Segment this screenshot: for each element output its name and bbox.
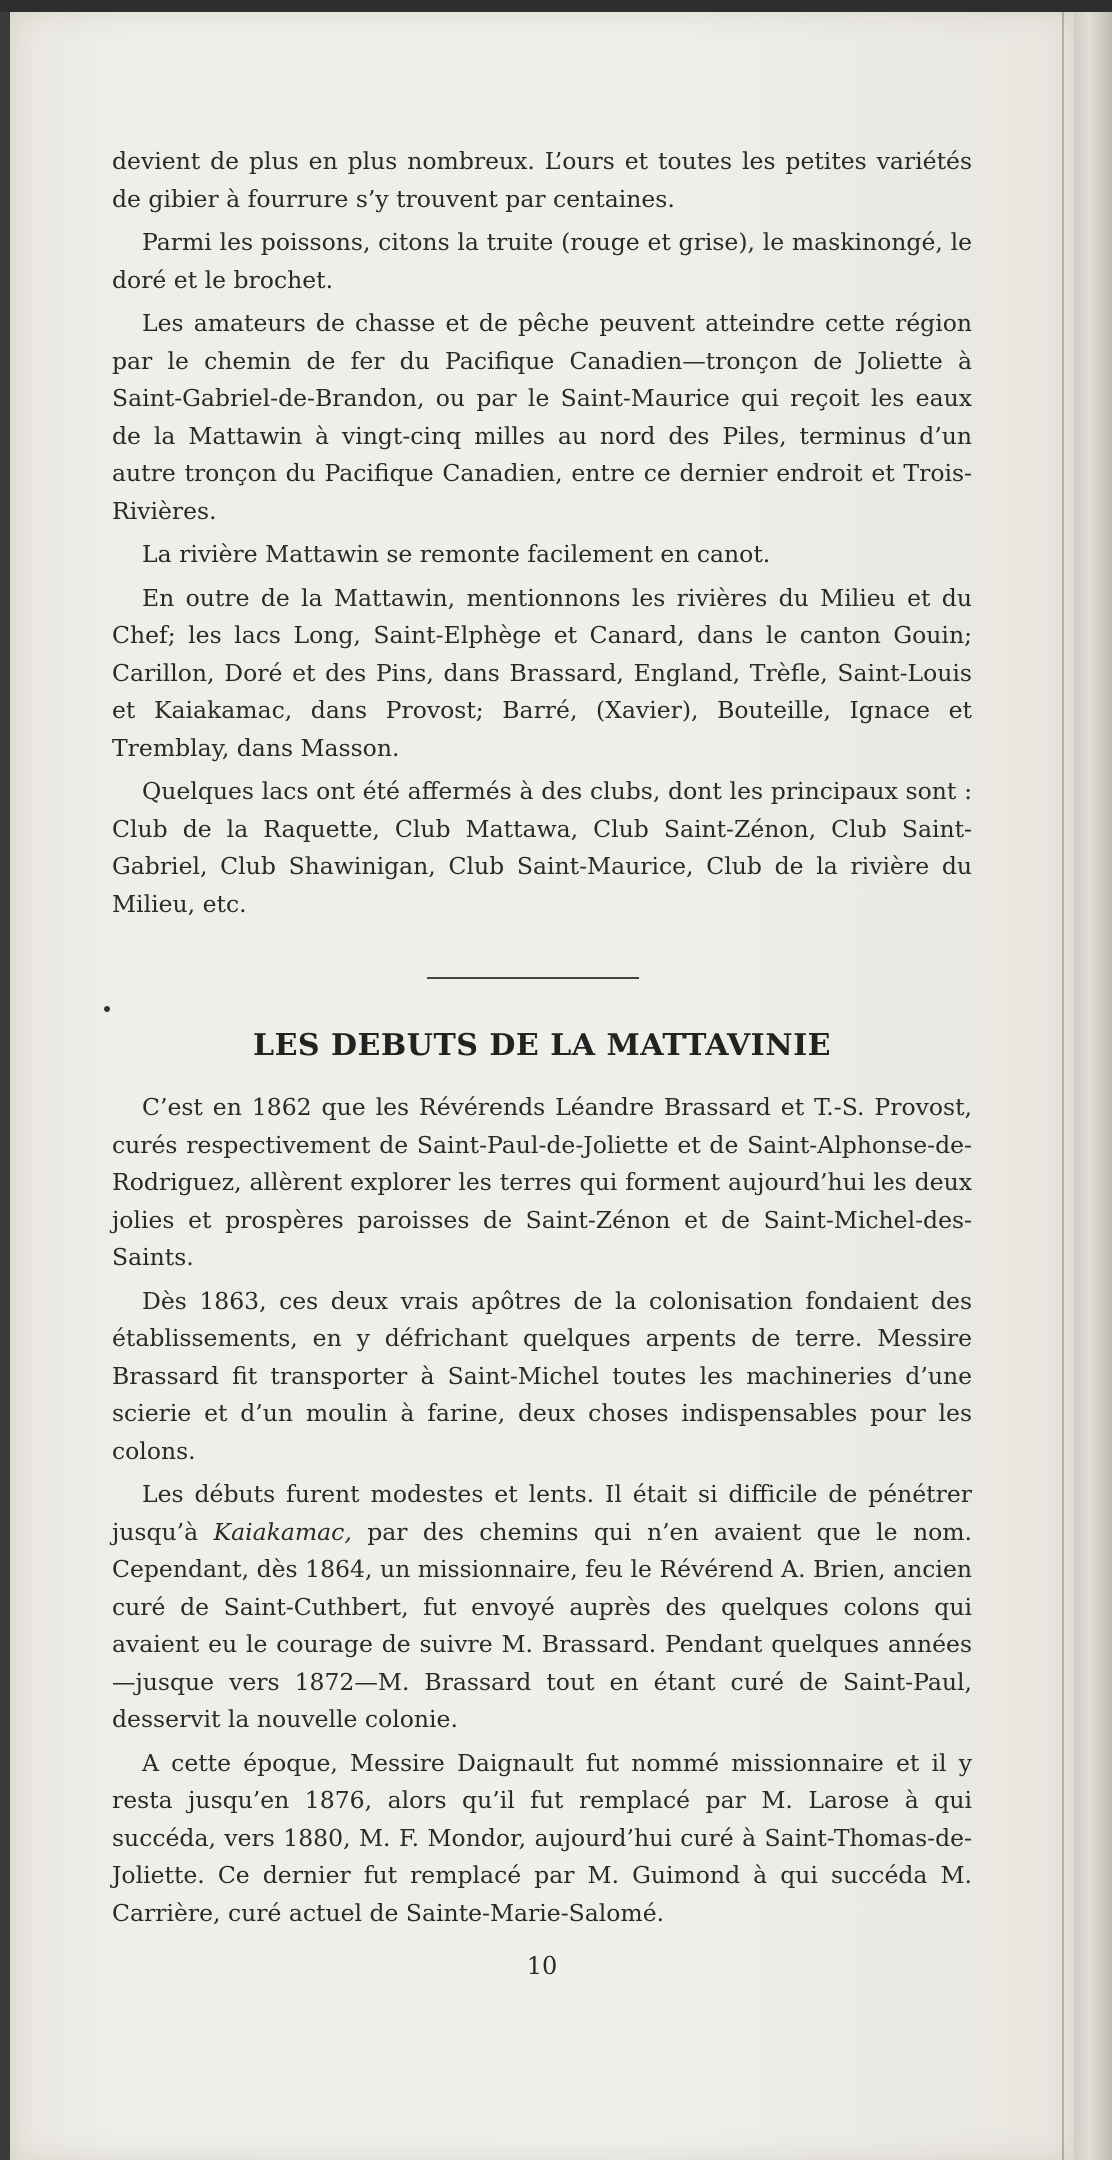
paragraph: A cette époque, Messire Daignault fut nommé missionnaire et il y resta jusqu’en 1876, alors qu’il fut remplacé par M. Larose à qui succéda, vers 1880, M. F. Mondor, aujourd’hui curé à Saint-Thomas-de-Joliette. Ce dernier fut remplacé par M. Guimond à qui succéda M. Carrière, curé actuel de Sainte-Marie-Salomé. [112,1748,972,1927]
paragraph: Parmi les poissons, citons la truite (rouge et grise), le maskinongé, le doré et le brochet. [112,228,972,294]
top-edge [0,0,1112,12]
section-divider [427,977,639,979]
paragraph: Quelques lacs ont été affermés à des clubs, dont les principaux sont : Club de la Raquette, Club Mattawa, Club Saint-Zénon, Club Saint-Gabriel, Club Shawinigan, Club Saint-Maurice, Club de la rivière du Milieu, etc. [112,777,972,918]
page-stack-edge [1074,12,1112,2160]
page-number: 10 [526,1952,558,1980]
paragraph [112,1476,972,1739]
paragraph: En outre de la Mattawin, mentionnons les rivières du Milieu et du Chef; les lacs Long, Saint-Elphège et Canard, dans le canton Gouin; Carillon, Doré et des Pins, dans Brassard, England, Trèfle, Saint-Louis et Kaiakamac, dans Provost; Barré, (Xavier), Bouteille, Ignace et Tremblay, dans Masson. [112,583,972,762]
section-heading: LES DEBUTS DE LA MATTAVINIE [252,1028,832,1063]
place-name-italic: Kaiakamac, [213,1517,352,1546]
paragraph: devient de plus en plus nombreux. L’ours et toutes les petites variétés de gibier à fourrure s’y trouvent par centaines. [112,147,972,213]
paragraph: C’est en 1862 que les Révérends Léandre Brassard et T.-S. Provost, curés respectivement de Saint-Paul-de-Joliette et de Saint-Alphonse-de-Rodriguez, allèrent explorer les terres qui forment aujourd’hui les deux jolies et prospères paroisses de Saint-Zénon et de Saint-Michel-des-Saints. [112,1093,972,1271]
paragraph: La rivière Mattawin se remonte facilement en canot. [142,540,771,568]
paragraph: Dès 1863, ces deux vrais apôtres de la colonisation fondaient des établissements, en y défrichant quelques arpents de terre. Messire Brassard fit transporter à Saint-Michel toutes les machineries d’une scierie et d’un moulin à farine, deux choses indispensables pour les colons. [112,1286,972,1465]
body-text-section-1 [112,143,972,929]
margin-dot [104,1006,110,1012]
body-text-section-2 [112,1089,972,1938]
paragraph: Les amateurs de chasse et de pêche peuvent atteindre cette région par le chemin de fer du Pacifique Canadien—tronçon de Joliette à Saint-Gabriel-de-Brandon, ou par le Saint-Maurice qui reçoit les eaux de la Mattawin à vingt-cinq milles au nord des Piles, terminus d’un autre tronçon du Pacifique Canadien, entre ce dernier endroit et Trois-Rivières. [112,309,972,525]
paragraph-text: par des chemins qui n’en avaient que le nom. Cependant, dès 1864, un missionnaire, feu le Révérend A. Brien, ancien curé de Saint-Cuthbert, fut envoyé auprès des quelques colons qui avaient eu le courage de suivre M. Brassard. Pendant quelques années—jusque vers 1872—M. Brassard tout en étant curé de Saint-Paul, desservit la nouvelle colonie. [112,1517,972,1733]
page-fold-line [1062,12,1064,2160]
paragraph-text: Les débuts furent modestes et lents. Il était si difficile de pénétrer jusqu’à [112,1480,972,1546]
